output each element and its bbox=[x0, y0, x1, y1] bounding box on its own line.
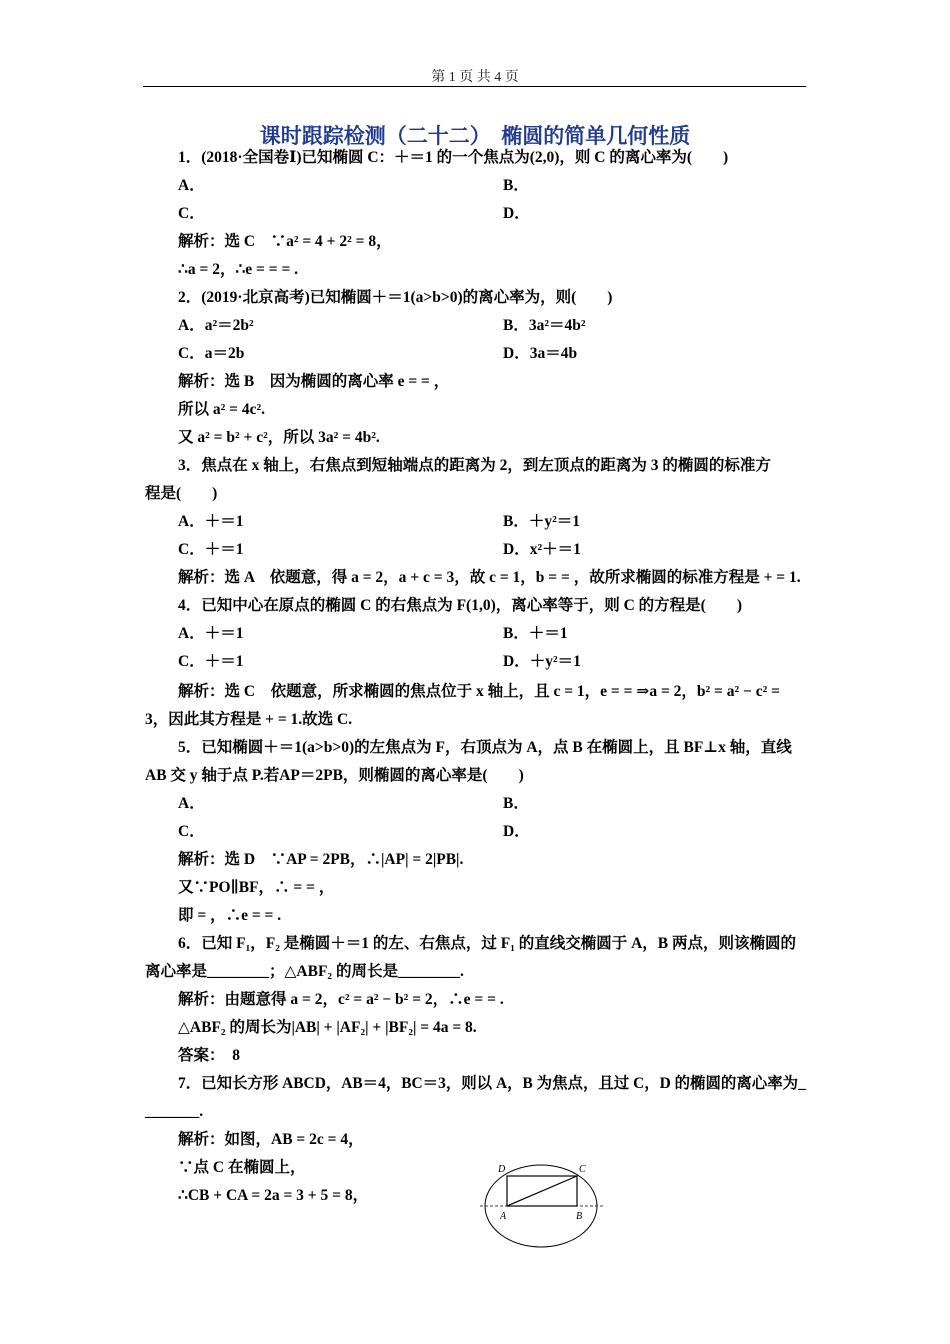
text-line: 1．(2018·全国卷Ⅰ)已知椭圆 C：＋＝1 的一个焦点为(2,0)，则 C 的离心率为( ) bbox=[178, 149, 729, 166]
text-line: A．a²＝2b² bbox=[178, 317, 254, 334]
text-line: 所以 a² = 4c². bbox=[178, 401, 266, 418]
text-line: D． bbox=[503, 823, 530, 840]
label-b: B bbox=[576, 1211, 583, 1222]
text-line: 解析：选 B 因为椭圆的离心率 e = = ， bbox=[178, 373, 450, 390]
text-line: 解析：选 D ∵AP = 2PB，∴|AP| = 2|PB|. bbox=[178, 851, 464, 868]
text-line: 答案： 8 bbox=[178, 1047, 241, 1064]
text-line: D．＋y²＝1 bbox=[503, 653, 581, 670]
text-line: 3，因此其方程是 + = 1.故选 C. bbox=[145, 711, 353, 728]
text-line: △ABF₂ 的周长为|AB| + |AF₂| + |BF₂| = 4a = 8. bbox=[178, 1019, 477, 1036]
text-line: 3．焦点在 x 轴上，右焦点到短轴端点的距离为 2，到左顶点的距离为 3 的椭圆的标准方 bbox=[178, 457, 771, 474]
text-line: _______. bbox=[145, 1103, 204, 1120]
text-line: B．3a²＝4b² bbox=[503, 317, 586, 334]
text-line: B．＋y²＝1 bbox=[503, 513, 580, 530]
text-line: 4．已知中心在原点的椭圆 C 的右焦点为 F(1,0)，离心率等于，则 C 的方程是( ) bbox=[178, 597, 743, 614]
text-line: A． bbox=[178, 177, 205, 194]
text-line: A．＋＝1 bbox=[178, 625, 244, 642]
diagonal-ac bbox=[507, 1176, 577, 1206]
text-line: A． bbox=[178, 795, 205, 812]
text-line: C． bbox=[178, 823, 205, 840]
label-d: D bbox=[498, 1164, 506, 1175]
text-line: D．3a＝4b bbox=[503, 345, 578, 362]
text-line: ∴CB + CA = 2a = 3 + 5 = 8， bbox=[178, 1187, 369, 1204]
text-line: 程是( ) bbox=[145, 485, 218, 502]
text-line: A．＋＝1 bbox=[178, 513, 244, 530]
label-a: A bbox=[500, 1211, 507, 1222]
text-line: 又 a² = b² + c²，所以 3a² = 4b². bbox=[178, 429, 380, 446]
label-c: C bbox=[579, 1164, 586, 1175]
text-line: C．＋＝1 bbox=[178, 653, 244, 670]
text-line: D． bbox=[503, 205, 530, 222]
text-line: AB 交 y 轴于点 P.若AP＝2PB，则椭圆的离心率是( ) bbox=[145, 767, 524, 784]
text-line: C． bbox=[178, 205, 205, 222]
text-line: B． bbox=[503, 177, 529, 194]
text-line: C．＋＝1 bbox=[178, 541, 244, 558]
text-line: C．a＝2b bbox=[178, 345, 245, 362]
text-line: 即 = ，∴e = = . bbox=[178, 907, 282, 924]
text-line: 2．(2019·北京高考)已知椭圆＋＝1(a>b>0)的离心率为，则( ) bbox=[178, 289, 613, 306]
text-line: D．x²＋＝1 bbox=[503, 541, 581, 558]
text-line: 7．已知长方形 ABCD，AB＝4，BC＝3，则以 A，B 为焦点，且过 C，D 的椭圆的离心率为_ bbox=[178, 1075, 806, 1092]
text-line: 解析：如图，AB = 2c = 4， bbox=[178, 1131, 364, 1148]
text-line: B． bbox=[503, 795, 529, 812]
text-line: 又∵PO∥BF，∴ = = ， bbox=[178, 879, 335, 896]
ellipse-rectangle-figure bbox=[480, 1158, 605, 1253]
text-line: B．＋＝1 bbox=[503, 625, 568, 642]
text-line: 6．已知 F₁，F₂ 是椭圆＋＝1 的左、右焦点，过 F₁ 的直线交椭圆于 A，B 两点，则该椭圆的 bbox=[178, 935, 797, 952]
text-line: 解析：选 C 依题意，所求椭圆的焦点位于 x 轴上，且 c = 1，e = = ⇒a = 2，b² = a² − c² = bbox=[178, 683, 780, 700]
page-header: 第 1 页 共 4 页 bbox=[431, 70, 519, 85]
text-line: 解析：选 C ∵a² = 4 + 2² = 8， bbox=[178, 233, 392, 250]
document-title: 课时跟踪检测（二十二） 椭圆的简单几何性质 bbox=[259, 124, 691, 148]
text-line: 离心率是________；△ABF₂ 的周长是________. bbox=[145, 963, 464, 980]
text-line: 解析：由题意得 a = 2，c² = a² − b² = 2，∴e = = . bbox=[178, 991, 504, 1008]
header-rule bbox=[143, 86, 806, 87]
text-line: ∵点 C 在椭圆上， bbox=[178, 1159, 306, 1176]
text-line: 解析：选 A 依题意，得 a = 2，a + c = 3，故 c = 1，b = = ，故所求椭圆的标准方程是 + = 1. bbox=[178, 569, 801, 586]
text-line: ∴a = 2，∴e = = = . bbox=[178, 261, 299, 278]
text-line: 5．已知椭圆＋＝1(a>b>0)的左焦点为 F，右顶点为 A，点 B 在椭圆上，且 BF⊥x 轴，直线 bbox=[178, 739, 792, 756]
